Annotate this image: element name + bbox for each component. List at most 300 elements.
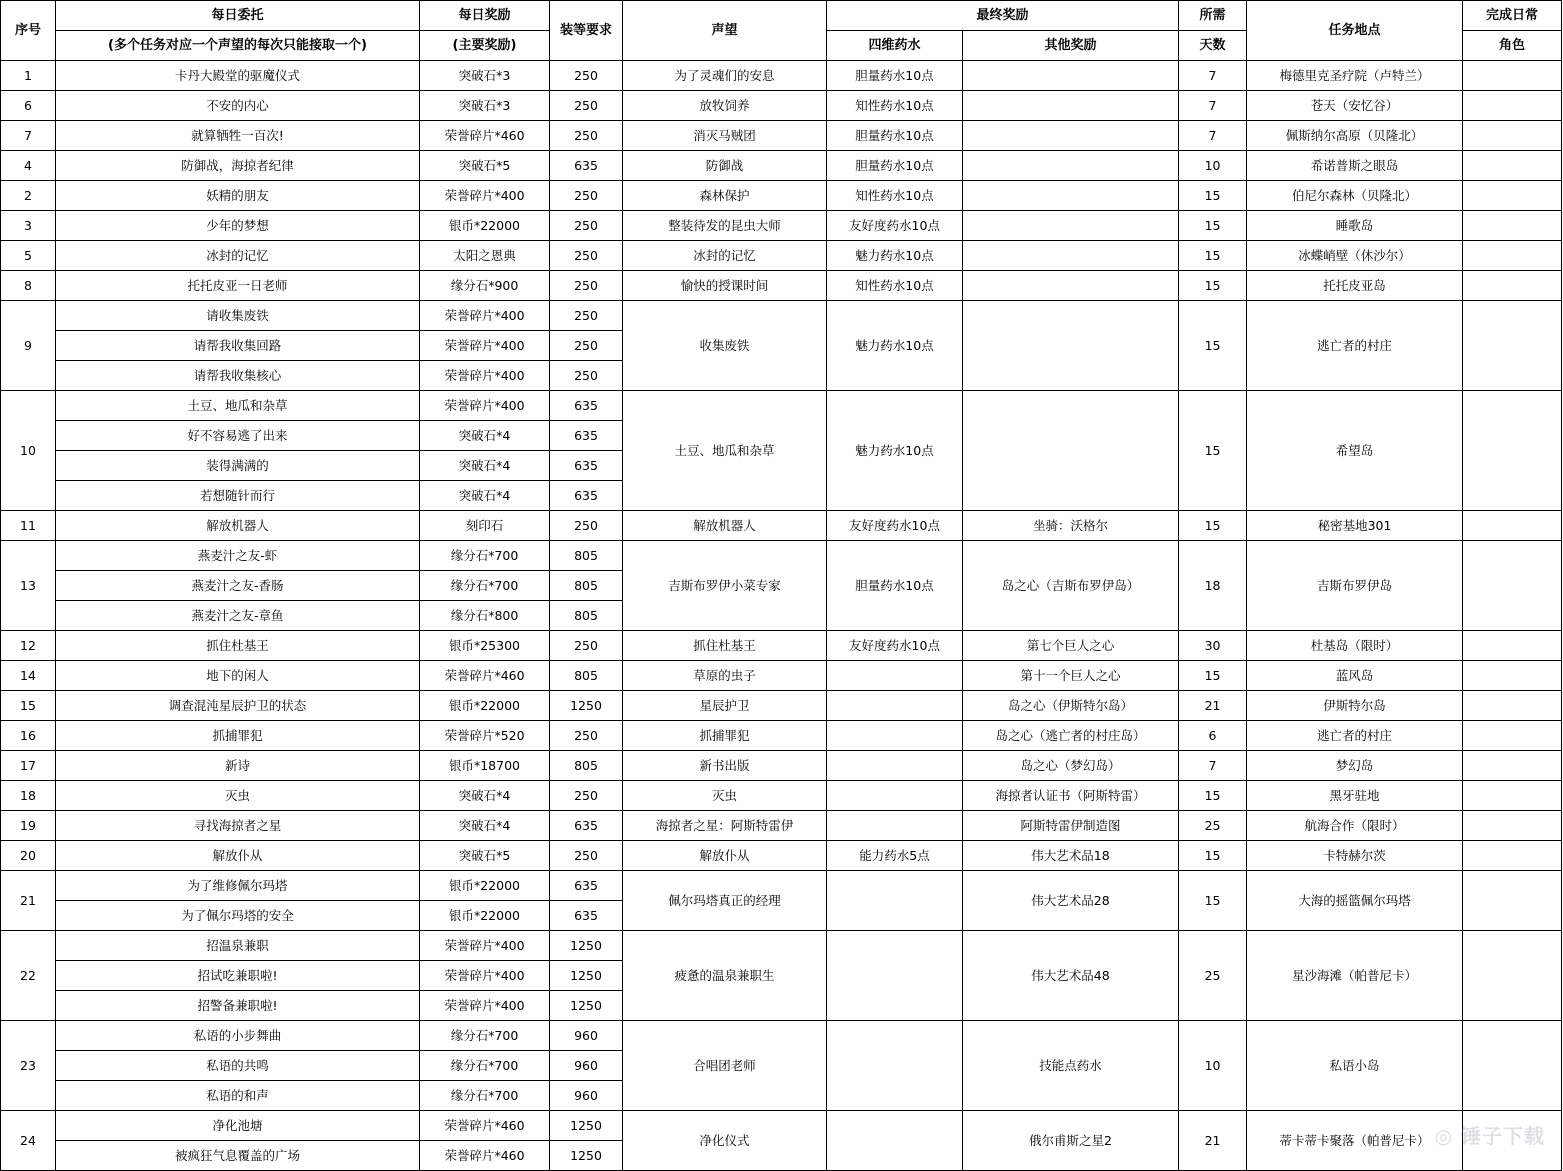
task-name-cell: 防御战，海掠者纪律 <box>56 151 420 181</box>
task-name-cell: 解放机器人 <box>56 511 420 541</box>
reputation-cell: 森林保护 <box>623 181 827 211</box>
days-cell: 30 <box>1179 631 1247 661</box>
task-name-cell: 被疯狂气息覆盖的广场 <box>56 1141 420 1171</box>
daily-reward-cell: 荣誉碎片*400 <box>420 961 550 991</box>
task-name-cell: 私语的小步舞曲 <box>56 1021 420 1051</box>
days-cell: 15 <box>1179 841 1247 871</box>
days-cell: 25 <box>1179 811 1247 841</box>
daily-reward-cell: 银币*22000 <box>420 871 550 901</box>
potion-cell: 友好度药水10点 <box>827 631 963 661</box>
other-reward-cell <box>963 181 1179 211</box>
reputation-cell: 消灭马贼团 <box>623 121 827 151</box>
daily-reward-cell: 荣誉碎片*400 <box>420 391 550 421</box>
location-cell: 梦幻岛 <box>1247 751 1463 781</box>
complete-role-cell <box>1463 151 1562 181</box>
location-cell: 苍天（安忆谷） <box>1247 91 1463 121</box>
other-reward-cell: 阿斯特雷伊制造图 <box>963 811 1179 841</box>
reputation-cell: 草原的虫子 <box>623 661 827 691</box>
location-cell: 冰蝶峭壁（休沙尔） <box>1247 241 1463 271</box>
table-row <box>1 181 1562 211</box>
gear-req-cell: 250 <box>550 61 623 91</box>
gear-req-cell: 250 <box>550 241 623 271</box>
task-name-cell: 招试吃兼职啦! <box>56 961 420 991</box>
seq-cell: 2 <box>1 181 56 211</box>
potion-cell: 知性药水10点 <box>827 271 963 301</box>
table-row <box>1 1111 1562 1141</box>
seq-cell: 24 <box>1 1111 56 1171</box>
daily-reward-cell: 缘分石*700 <box>420 1021 550 1051</box>
gear-req-cell: 250 <box>550 301 623 331</box>
daily-reward-cell: 荣誉碎片*460 <box>420 1141 550 1171</box>
potion-cell <box>827 781 963 811</box>
seq-cell: 20 <box>1 841 56 871</box>
gear-req-cell: 635 <box>550 811 623 841</box>
gear-req-cell: 1250 <box>550 931 623 961</box>
gear-req-cell: 1250 <box>550 991 623 1021</box>
seq-cell: 14 <box>1 661 56 691</box>
header-seq: 序号 <box>1 1 56 61</box>
other-reward-cell: 伟大艺术品18 <box>963 841 1179 871</box>
reputation-cell: 整装待发的昆虫大师 <box>623 211 827 241</box>
location-cell: 梅德里克圣疗院（卢特兰） <box>1247 61 1463 91</box>
location-cell: 托托皮亚岛 <box>1247 271 1463 301</box>
seq-cell: 15 <box>1 691 56 721</box>
gear-req-cell: 1250 <box>550 961 623 991</box>
gear-req-cell: 1250 <box>550 1111 623 1141</box>
gear-req-cell: 1250 <box>550 691 623 721</box>
daily-reward-cell: 缘分石*700 <box>420 571 550 601</box>
reputation-cell: 抓住杜基王 <box>623 631 827 661</box>
task-name-cell: 私语的共鸣 <box>56 1051 420 1081</box>
task-name-cell: 为了佩尔玛塔的安全 <box>56 901 420 931</box>
daily-reward-cell: 银币*22000 <box>420 901 550 931</box>
task-name-cell: 好不容易逃了出来 <box>56 421 420 451</box>
reputation-cell: 新书出版 <box>623 751 827 781</box>
table-row <box>1 1021 1562 1051</box>
location-cell: 伊斯特尔岛 <box>1247 691 1463 721</box>
days-cell: 21 <box>1179 691 1247 721</box>
reputation-cell: 净化仪式 <box>623 1111 827 1171</box>
header-potion: 四维药水 <box>827 31 963 61</box>
daily-reward-cell: 太阳之恩典 <box>420 241 550 271</box>
daily-reward-cell: 缘分石*800 <box>420 601 550 631</box>
gear-req-cell: 250 <box>550 841 623 871</box>
days-cell: 10 <box>1179 1021 1247 1111</box>
table-row <box>1 691 1562 721</box>
gear-req-cell: 635 <box>550 871 623 901</box>
task-name-cell: 就算牺牲一百次! <box>56 121 420 151</box>
table-row <box>1 721 1562 751</box>
location-cell: 航海合作（限时） <box>1247 811 1463 841</box>
reputation-cell: 星辰护卫 <box>623 691 827 721</box>
task-name-cell: 招警备兼职啦! <box>56 991 420 1021</box>
location-cell: 伯尼尔森林（贝隆北） <box>1247 181 1463 211</box>
task-name-cell: 妖精的朋友 <box>56 181 420 211</box>
other-reward-cell <box>963 391 1179 511</box>
potion-cell: 魅力药水10点 <box>827 391 963 511</box>
days-cell: 15 <box>1179 511 1247 541</box>
daily-reward-cell: 突破石*3 <box>420 91 550 121</box>
daily-reward-cell: 突破石*5 <box>420 151 550 181</box>
header-daily-task-note: (多个任务对应一个声望的每次只能接取一个) <box>56 31 420 61</box>
daily-reward-cell: 荣誉碎片*520 <box>420 721 550 751</box>
seq-cell: 3 <box>1 211 56 241</box>
daily-reward-cell: 突破石*5 <box>420 841 550 871</box>
task-name-cell: 卡丹大殿堂的驱魔仪式 <box>56 61 420 91</box>
days-cell: 21 <box>1179 1111 1247 1171</box>
reputation-cell: 灭虫 <box>623 781 827 811</box>
complete-role-cell <box>1463 841 1562 871</box>
daily-reward-cell: 荣誉碎片*460 <box>420 661 550 691</box>
complete-role-cell <box>1463 391 1562 511</box>
complete-role-cell <box>1463 721 1562 751</box>
table-row <box>1 121 1562 151</box>
gear-req-cell: 250 <box>550 271 623 301</box>
table-row <box>1 661 1562 691</box>
table-row <box>1 781 1562 811</box>
daily-reward-cell: 银币*18700 <box>420 751 550 781</box>
gear-req-cell: 250 <box>550 211 623 241</box>
potion-cell: 知性药水10点 <box>827 91 963 121</box>
reputation-cell: 收集废铁 <box>623 301 827 391</box>
table-row <box>1 391 1562 421</box>
task-name-cell: 私语的和声 <box>56 1081 420 1111</box>
location-cell: 逃亡者的村庄 <box>1247 301 1463 391</box>
gear-req-cell: 1250 <box>550 1141 623 1171</box>
days-cell: 7 <box>1179 751 1247 781</box>
days-cell: 25 <box>1179 931 1247 1021</box>
complete-role-cell <box>1463 61 1562 91</box>
task-name-cell: 新诗 <box>56 751 420 781</box>
seq-cell: 1 <box>1 61 56 91</box>
task-name-cell: 地下的闲人 <box>56 661 420 691</box>
other-reward-cell <box>963 271 1179 301</box>
reputation-cell: 冰封的记忆 <box>623 241 827 271</box>
header-reputation: 声望 <box>623 1 827 61</box>
header-location: 任务地点 <box>1247 1 1463 61</box>
other-reward-cell: 伟大艺术品28 <box>963 871 1179 931</box>
table-row <box>1 91 1562 121</box>
complete-role-cell <box>1463 211 1562 241</box>
daily-reward-cell: 突破石*4 <box>420 781 550 811</box>
days-cell: 6 <box>1179 721 1247 751</box>
seq-cell: 11 <box>1 511 56 541</box>
table-body <box>1 61 1562 1171</box>
task-name-cell: 为了维修佩尔玛塔 <box>56 871 420 901</box>
potion-cell: 知性药水10点 <box>827 181 963 211</box>
task-name-cell: 托托皮亚一日老师 <box>56 271 420 301</box>
days-cell: 15 <box>1179 211 1247 241</box>
potion-cell: 胆量药水10点 <box>827 121 963 151</box>
seq-cell: 6 <box>1 91 56 121</box>
location-cell: 佩斯纳尔高原（贝隆北） <box>1247 121 1463 151</box>
gear-req-cell: 250 <box>550 781 623 811</box>
daily-reward-cell: 银币*22000 <box>420 211 550 241</box>
watermark-logo: ◎ 锤子下载 <box>1434 1124 1545 1148</box>
location-cell: 蓝风岛 <box>1247 661 1463 691</box>
other-reward-cell: 坐骑：沃格尔 <box>963 511 1179 541</box>
other-reward-cell: 第十一个巨人之心 <box>963 661 1179 691</box>
task-name-cell: 冰封的记忆 <box>56 241 420 271</box>
location-cell: 杜基岛（限时） <box>1247 631 1463 661</box>
task-name-cell: 土豆、地瓜和杂草 <box>56 391 420 421</box>
reputation-cell: 疲惫的温泉兼职生 <box>623 931 827 1021</box>
gear-req-cell: 805 <box>550 601 623 631</box>
other-reward-cell <box>963 301 1179 391</box>
reputation-cell: 防御战 <box>623 151 827 181</box>
daily-reward-cell: 荣誉碎片*400 <box>420 181 550 211</box>
potion-cell: 友好度药水10点 <box>827 511 963 541</box>
table-row <box>1 871 1562 901</box>
days-cell: 15 <box>1179 661 1247 691</box>
task-name-cell: 燕麦汁之友-章鱼 <box>56 601 420 631</box>
location-cell: 吉斯布罗伊岛 <box>1247 541 1463 631</box>
seq-cell: 19 <box>1 811 56 841</box>
reputation-cell: 愉快的授课时间 <box>623 271 827 301</box>
complete-role-cell <box>1463 781 1562 811</box>
daily-reward-cell: 缘分石*900 <box>420 271 550 301</box>
seq-cell: 12 <box>1 631 56 661</box>
days-cell: 7 <box>1179 91 1247 121</box>
other-reward-cell <box>963 151 1179 181</box>
complete-role-cell <box>1463 241 1562 271</box>
header-daily-reward-note: (主要奖励) <box>420 31 550 61</box>
task-name-cell: 抓捕罪犯 <box>56 721 420 751</box>
location-cell: 蒂卡蒂卡聚落（帕普尼卡） <box>1247 1111 1463 1171</box>
header-complete-bottom: 角色 <box>1463 31 1562 61</box>
potion-cell: 胆量药水10点 <box>827 151 963 181</box>
header-final-reward: 最终奖励 <box>827 1 1179 31</box>
table-row <box>1 541 1562 571</box>
task-name-cell: 少年的梦想 <box>56 211 420 241</box>
daily-reward-cell: 银币*25300 <box>420 631 550 661</box>
daily-reward-cell: 缘分石*700 <box>420 1081 550 1111</box>
gear-req-cell: 635 <box>550 151 623 181</box>
gear-req-cell: 250 <box>550 331 623 361</box>
other-reward-cell: 岛之心（梦幻岛） <box>963 751 1179 781</box>
complete-role-cell <box>1463 121 1562 151</box>
task-name-cell: 请帮我收集回路 <box>56 331 420 361</box>
reputation-cell: 佩尔玛塔真正的经理 <box>623 871 827 931</box>
gear-req-cell: 250 <box>550 721 623 751</box>
location-cell: 逃亡者的村庄 <box>1247 721 1463 751</box>
other-reward-cell <box>963 121 1179 151</box>
complete-role-cell <box>1463 271 1562 301</box>
complete-role-cell <box>1463 871 1562 931</box>
potion-cell <box>827 1021 963 1111</box>
other-reward-cell <box>963 211 1179 241</box>
other-reward-cell <box>963 61 1179 91</box>
location-cell: 星沙海滩（帕普尼卡） <box>1247 931 1463 1021</box>
days-cell: 15 <box>1179 181 1247 211</box>
days-cell: 10 <box>1179 151 1247 181</box>
other-reward-cell: 岛之心（逃亡者的村庄岛） <box>963 721 1179 751</box>
other-reward-cell: 俄尔甫斯之星2 <box>963 1111 1179 1171</box>
task-name-cell: 灭虫 <box>56 781 420 811</box>
potion-cell <box>827 751 963 781</box>
table-row <box>1 211 1562 241</box>
days-cell: 7 <box>1179 121 1247 151</box>
gear-req-cell: 805 <box>550 661 623 691</box>
gear-req-cell: 250 <box>550 121 623 151</box>
complete-role-cell <box>1463 751 1562 781</box>
gear-req-cell: 805 <box>550 751 623 781</box>
complete-role-cell <box>1463 181 1562 211</box>
task-name-cell: 寻找海掠者之星 <box>56 811 420 841</box>
reputation-cell: 放牧饲养 <box>623 91 827 121</box>
seq-cell: 16 <box>1 721 56 751</box>
table-row <box>1 301 1562 331</box>
gear-req-cell: 635 <box>550 901 623 931</box>
potion-cell <box>827 931 963 1021</box>
gear-req-cell: 960 <box>550 1051 623 1081</box>
other-reward-cell: 海掠者认证书（阿斯特雷） <box>963 781 1179 811</box>
gear-req-cell: 960 <box>550 1081 623 1111</box>
table-row <box>1 751 1562 781</box>
header-days-bottom: 天数 <box>1179 31 1247 61</box>
complete-role-cell <box>1463 301 1562 391</box>
daily-reward-cell: 荣誉碎片*400 <box>420 331 550 361</box>
seq-cell: 9 <box>1 301 56 391</box>
reputation-cell: 海掠者之星：阿斯特雷伊 <box>623 811 827 841</box>
complete-role-cell <box>1463 541 1562 631</box>
table-row <box>1 931 1562 961</box>
table-row <box>1 811 1562 841</box>
days-cell: 15 <box>1179 271 1247 301</box>
header-gear-req: 装等要求 <box>550 1 623 61</box>
days-cell: 15 <box>1179 301 1247 391</box>
gear-req-cell: 635 <box>550 451 623 481</box>
seq-cell: 13 <box>1 541 56 631</box>
other-reward-cell: 岛之心（伊斯特尔岛） <box>963 691 1179 721</box>
table-row <box>1 631 1562 661</box>
seq-cell: 8 <box>1 271 56 301</box>
task-name-cell: 招温泉兼职 <box>56 931 420 961</box>
days-cell: 18 <box>1179 541 1247 631</box>
complete-role-cell <box>1463 1021 1562 1111</box>
potion-cell: 友好度药水10点 <box>827 211 963 241</box>
potion-cell <box>827 1111 963 1171</box>
potion-cell <box>827 691 963 721</box>
complete-role-cell <box>1463 931 1562 1021</box>
task-name-cell: 不安的内心 <box>56 91 420 121</box>
potion-cell <box>827 871 963 931</box>
task-name-cell: 燕麦汁之友-虾 <box>56 541 420 571</box>
days-cell: 15 <box>1179 871 1247 931</box>
reputation-cell: 为了灵魂们的安息 <box>623 61 827 91</box>
seq-cell: 21 <box>1 871 56 931</box>
seq-cell: 10 <box>1 391 56 511</box>
reputation-cell: 解放机器人 <box>623 511 827 541</box>
location-cell: 卡特赫尔茨 <box>1247 841 1463 871</box>
task-name-cell: 请帮我收集核心 <box>56 361 420 391</box>
header-complete-top: 完成日常 <box>1463 1 1562 31</box>
gear-req-cell: 250 <box>550 181 623 211</box>
complete-role-cell <box>1463 811 1562 841</box>
daily-reward-cell: 突破石*4 <box>420 481 550 511</box>
complete-role-cell <box>1463 661 1562 691</box>
days-cell: 15 <box>1179 241 1247 271</box>
potion-cell: 能力药水5点 <box>827 841 963 871</box>
daily-reward-cell: 刻印石 <box>420 511 550 541</box>
days-cell: 7 <box>1179 61 1247 91</box>
seq-cell: 18 <box>1 781 56 811</box>
task-name-cell: 解放仆从 <box>56 841 420 871</box>
table-row <box>1 151 1562 181</box>
daily-reward-cell: 荣誉碎片*460 <box>420 121 550 151</box>
daily-reward-cell: 突破石*4 <box>420 421 550 451</box>
table-row <box>1 841 1562 871</box>
seq-cell: 5 <box>1 241 56 271</box>
gear-req-cell: 635 <box>550 391 623 421</box>
task-name-cell: 装得满满的 <box>56 451 420 481</box>
potion-cell: 胆量药水10点 <box>827 541 963 631</box>
gear-req-cell: 805 <box>550 541 623 571</box>
potion-cell <box>827 811 963 841</box>
table-row <box>1 511 1562 541</box>
reputation-cell: 解放仆从 <box>623 841 827 871</box>
gear-req-cell: 805 <box>550 571 623 601</box>
daily-reward-cell: 突破石*3 <box>420 61 550 91</box>
daily-reward-cell: 荣誉碎片*400 <box>420 991 550 1021</box>
days-cell: 15 <box>1179 391 1247 511</box>
potion-cell: 魅力药水10点 <box>827 241 963 271</box>
table-row <box>1 271 1562 301</box>
location-cell: 希诺普斯之眼岛 <box>1247 151 1463 181</box>
daily-reward-cell: 突破石*4 <box>420 811 550 841</box>
complete-role-cell <box>1463 511 1562 541</box>
gear-req-cell: 635 <box>550 421 623 451</box>
daily-reward-cell: 荣誉碎片*400 <box>420 361 550 391</box>
daily-reward-cell: 荣誉碎片*400 <box>420 931 550 961</box>
potion-cell: 胆量药水10点 <box>827 61 963 91</box>
other-reward-cell: 第七个巨人之心 <box>963 631 1179 661</box>
task-name-cell: 调查混沌星辰护卫的状态 <box>56 691 420 721</box>
location-cell: 黑牙驻地 <box>1247 781 1463 811</box>
gear-req-cell: 250 <box>550 511 623 541</box>
other-reward-cell: 岛之心（吉斯布罗伊岛） <box>963 541 1179 631</box>
gear-req-cell: 250 <box>550 91 623 121</box>
reputation-cell: 合唱团老师 <box>623 1021 827 1111</box>
location-cell: 睡歌岛 <box>1247 211 1463 241</box>
daily-reward-cell: 荣誉碎片*460 <box>420 1111 550 1141</box>
location-cell: 希望岛 <box>1247 391 1463 511</box>
daily-reward-cell: 银币*22000 <box>420 691 550 721</box>
complete-role-cell <box>1463 91 1562 121</box>
task-name-cell: 抓住杜基王 <box>56 631 420 661</box>
gear-req-cell: 635 <box>550 481 623 511</box>
seq-cell: 23 <box>1 1021 56 1111</box>
potion-cell: 魅力药水10点 <box>827 301 963 391</box>
location-cell: 秘密基地301 <box>1247 511 1463 541</box>
location-cell: 大海的摇篮佩尔玛塔 <box>1247 871 1463 931</box>
header-daily-task: 每日委托 <box>56 1 420 31</box>
potion-cell <box>827 721 963 751</box>
reputation-cell: 吉斯布罗伊小菜专家 <box>623 541 827 631</box>
seq-cell: 4 <box>1 151 56 181</box>
other-reward-cell <box>963 91 1179 121</box>
header-days-top: 所需 <box>1179 1 1247 31</box>
table-row <box>1 61 1562 91</box>
location-cell: 私语小岛 <box>1247 1021 1463 1111</box>
task-name-cell: 请收集废铁 <box>56 301 420 331</box>
seq-cell: 7 <box>1 121 56 151</box>
other-reward-cell <box>963 241 1179 271</box>
daily-reward-cell: 缘分石*700 <box>420 541 550 571</box>
potion-cell <box>827 661 963 691</box>
table-row <box>1 241 1562 271</box>
daily-reward-cell: 缘分石*700 <box>420 1051 550 1081</box>
